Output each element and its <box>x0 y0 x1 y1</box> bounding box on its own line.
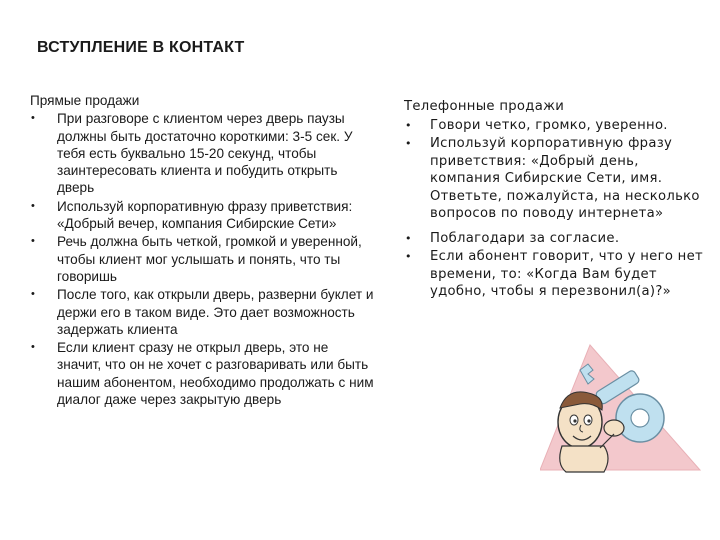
list-item: • Речь должна быть четкой, громкой и уверенной, чтобы клиент мог услышать и понять, что ты говоришь <box>30 233 375 285</box>
slide-title: ВСТУПЛЕНИЕ В КОНТАКТ <box>37 39 245 56</box>
list-item: • При разговоре с клиентом через дверь паузы должны быть достаточно короткими: 3-5 сек. У тебя есть буквально 15-20 секунд, чтобы заинтересовать клиента и побудить открыть дверь <box>30 110 375 196</box>
list-item: • Если клиент сразу не открыл дверь, это не значит, что он не хочет с разговаривать или быть нашим абонентом, необходимо продолжать с ним диалог даже через закрытую дверь <box>30 339 375 408</box>
direct-sales-list <box>30 110 375 408</box>
phone-sales-list <box>404 117 704 301</box>
direct-sales-column <box>30 92 375 409</box>
list-item: • После того, как открыли дверь, разверни буклет и держи его в таком виде. Это дает возможность задержать клиента <box>30 286 375 338</box>
phone-sales-heading: Телефонные продажи <box>404 99 565 114</box>
list-item: • Используй корпоративную фразу приветствия: «Добрый вечер, компания Сибирские Сети» <box>30 198 375 233</box>
list-item: • Используй корпоративную фразу приветствия: «Добрый день, компания Сибирские Сети, имя. Ответьте, пожалуйста, на несколько вопросов по поводу интернета» <box>404 135 704 223</box>
list-item: • Говори четко, громко, уверенно. <box>404 117 704 135</box>
list-item: • Если абонент говорит, что у него нет времени, то: «Когда Вам будет удобно, чтобы я перезвонил(а)?» <box>404 248 704 301</box>
direct-sales-heading: Прямые продажи <box>30 93 140 108</box>
cartoon-man-with-key-icon <box>540 330 710 475</box>
list-item: • Поблагодари за согласие. <box>404 230 704 248</box>
phone-sales-column <box>404 98 704 302</box>
